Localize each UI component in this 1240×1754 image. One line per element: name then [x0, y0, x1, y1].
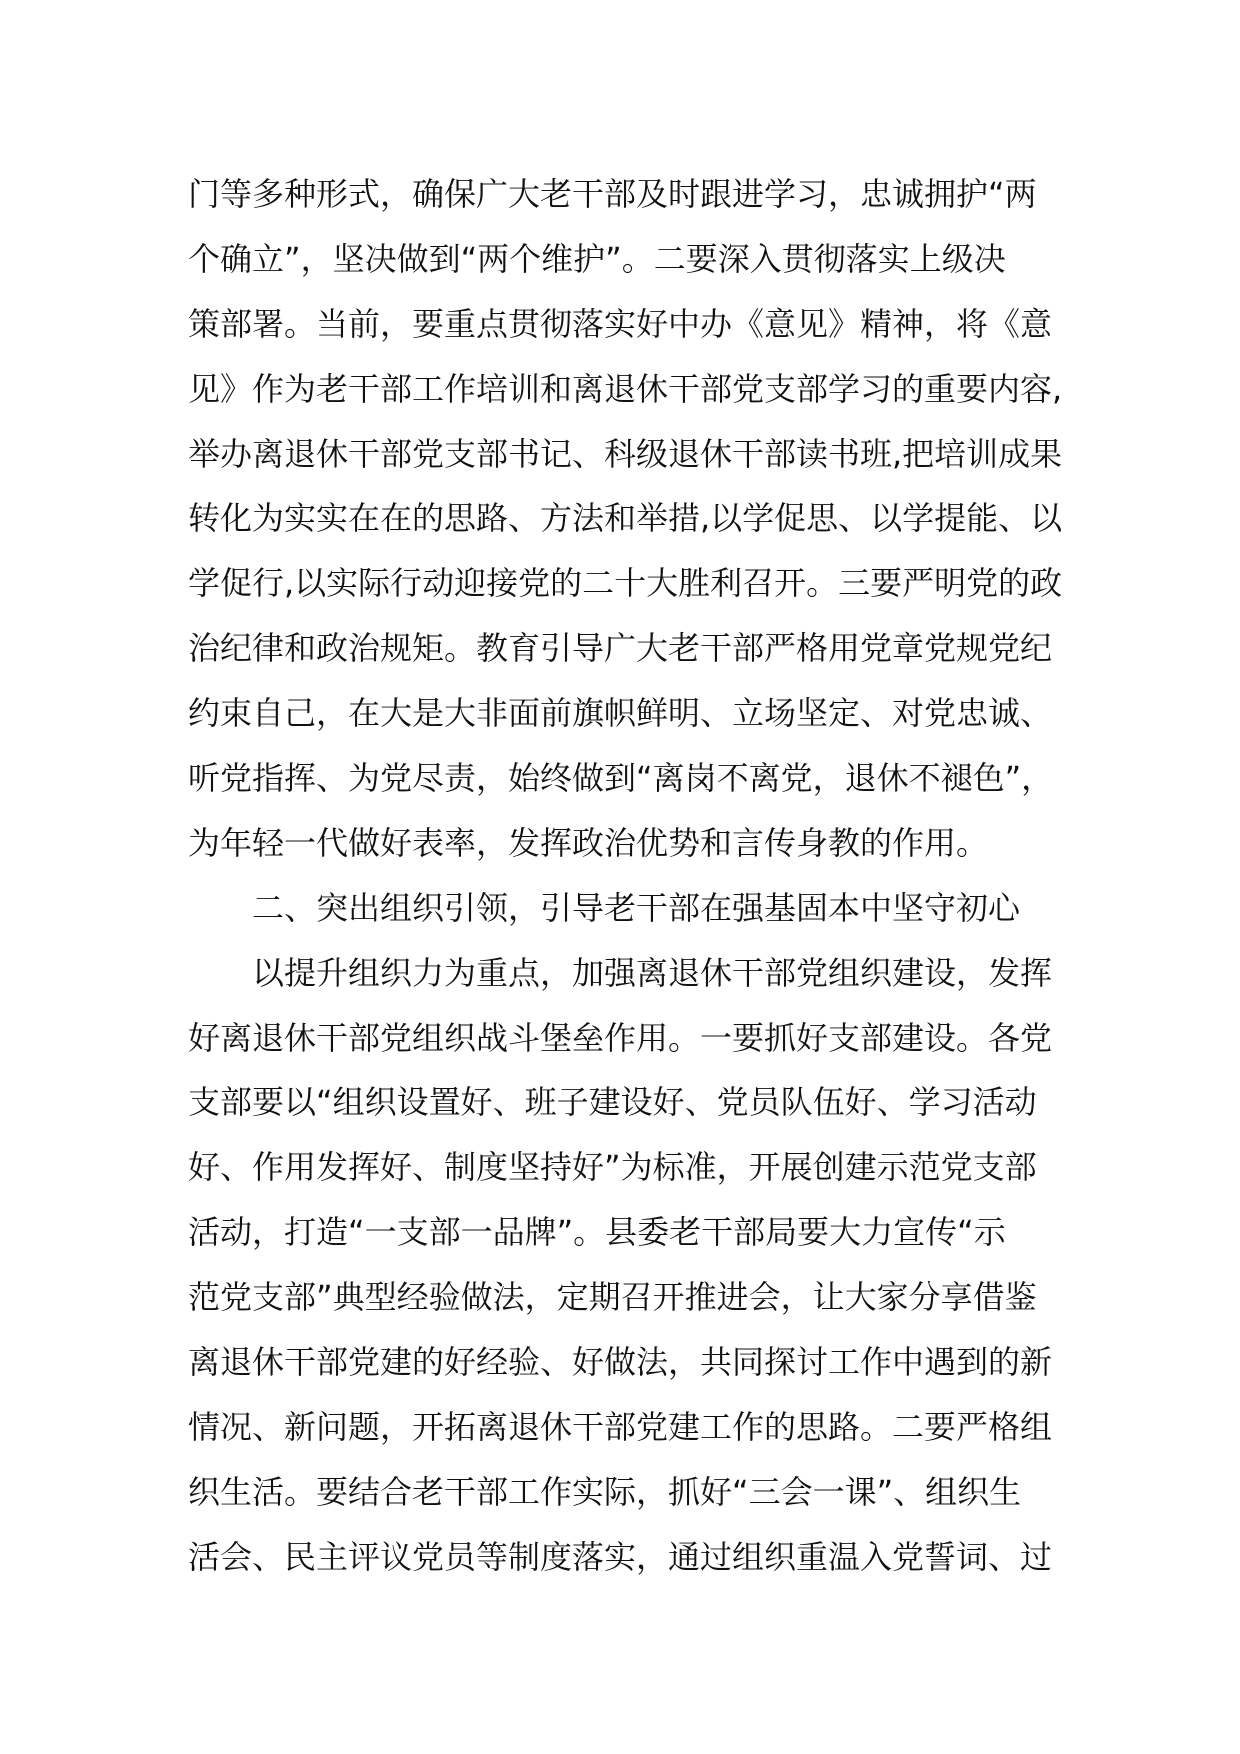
body-text-line: 为年轻一代做好表率，发挥政治优势和言传身教的作用。 [188, 823, 989, 862]
document-body [188, 162, 1078, 1590]
body-text-line: 好、作用发挥好、制度坚持好”为标准，开展创建示范党支部 [188, 1148, 1037, 1187]
body-text-line: 门等多种形式，确保广大老干部及时跟进学习，忠诚拥护“两 [188, 175, 1037, 213]
body-text-line: 情况、新问题，开拓离退休干部党建工作的思路。二要严格组 [188, 1407, 1053, 1446]
body-text-line: 见》作为老干部工作培训和离退休干部党支部学习的重要内容, [188, 369, 1063, 408]
body-text-line: 范党支部”典型经验做法，定期召开推进会，让大家分享借鉴 [188, 1278, 1037, 1317]
body-text-line: 转化为实实在在的思路、方法和举措,以学促思、以学提能、以 [188, 499, 1063, 538]
section-heading: 二、突出组织引领，引导老干部在强基固本中坚守初心 [252, 888, 1021, 927]
body-text-line: 举办离退休干部党支部书记、科级退休干部读书班,把培训成果 [188, 434, 1063, 473]
body-text-line: 学促行,以实际行动迎接党的二十大胜利召开。三要严明党的政 [188, 564, 1063, 603]
body-text-line: 策部署。当前，要重点贯彻落实好中办《意见》精神，将《意 [188, 304, 1053, 343]
body-text-line: 织生活。要结合老干部工作实际，抓好“三会一课”、组织生 [188, 1472, 1022, 1511]
body-text-line: 活会、民主评议党员等制度落实，通过组织重温入党誓词、过 [188, 1537, 1053, 1576]
body-text-line: 个确立”，坚决做到“两个维护”。二要深入贯彻落实上级决 [188, 239, 1006, 278]
body-text-line: 听党指挥、为党尽责，始终做到“离岗不离党，退休不褪色”， [188, 759, 1054, 798]
body-text-line: 离退休干部党建的好经验、好做法，共同探讨工作中遇到的新 [188, 1343, 1053, 1382]
paragraph-first-line: 以提升组织力为重点，加强离退休干部党组织建设，发挥 [252, 953, 1053, 992]
body-text-line: 支部要以“组织设置好、班子建设好、党员队伍好、学习活动 [188, 1083, 1037, 1122]
body-text-line: 好离退休干部党组织战斗堡垒作用。一要抓好支部建设。各党 [188, 1018, 1053, 1057]
body-text-line: 活动，打造“一支部一品牌”。县委老干部局要大力宣传“示 [188, 1213, 1006, 1252]
body-text-line: 约束自己，在大是大非面前旗帜鲜明、立场坚定、对党忠诚、 [188, 694, 1053, 733]
body-text-line: 治纪律和政治规矩。教育引导广大老干部严格用党章党规党纪 [188, 629, 1053, 668]
